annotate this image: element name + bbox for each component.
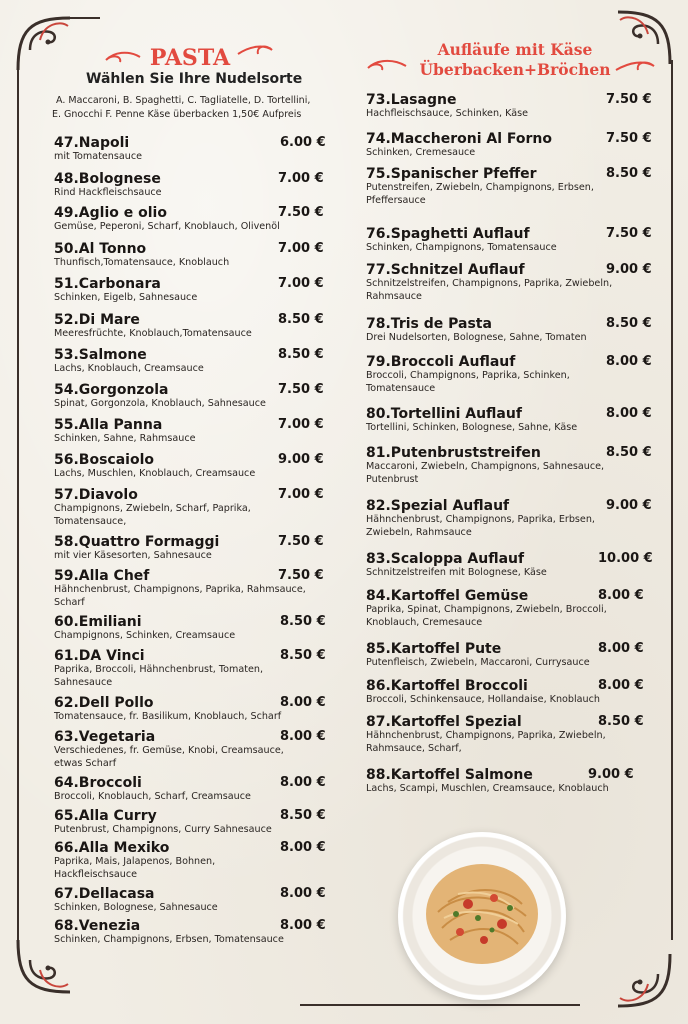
menu-item [54, 347, 324, 376]
menu-item-description: Schinken, Bolognese, Sahnesauce [54, 902, 218, 913]
menu-item-description: Hähnchenbrust, Champignons, Paprika, Erbsen, Zwiebeln, Rahmsauce [366, 514, 595, 538]
menu-item-description: Lachs, Knoblauch, Creamsauce [54, 363, 204, 374]
menu-item [366, 714, 644, 755]
menu-item [54, 648, 326, 689]
menu-item-name: 87.Kartoffel Spezial [366, 714, 522, 730]
menu-item-name: 63.Vegetaria [54, 729, 156, 745]
menu-item-price: 7.50 € [606, 226, 652, 241]
menu-item [366, 767, 646, 796]
menu-item-description: Tortellini, Schinken, Bolognese, Sahne, Käse [366, 422, 578, 433]
menu-item-description: Schinken, Eigelb, Sahnesauce [54, 292, 198, 303]
menu-item [54, 135, 324, 164]
menu-item [366, 678, 646, 707]
menu-item-name: 68.Venezia [54, 918, 141, 934]
menu-item-price: 8.50 € [280, 808, 326, 823]
menu-item-price: 7.00 € [278, 171, 324, 186]
menu-item-name: 76.Spaghetti Auflauf [366, 226, 530, 242]
menu-item-name: 53.Salmone [54, 347, 147, 363]
menu-item-name: 85.Kartoffel Pute [366, 641, 502, 657]
menu-item-description: Broccoli, Knoblauch, Scharf, Creamsauce [54, 791, 251, 802]
menu-item-description: Champignons, Schinken, Creamsauce [54, 630, 236, 641]
menu-item-description: Meeresfrüchte, Knoblauch,Tomatensauce [54, 328, 252, 339]
menu-item [54, 808, 324, 837]
menu-item-price: 8.00 € [606, 354, 652, 369]
menu-item-name: 82.Spezial Auflauf [366, 498, 510, 514]
menu-item-name: 54.Gorgonzola [54, 382, 169, 398]
menu-item-price: 7.50 € [278, 382, 324, 397]
menu-item-name: 61.DA Vinci [54, 648, 145, 664]
menu-item [366, 551, 653, 580]
menu-item-price: 9.00 € [606, 498, 652, 513]
auflaeufe-title-flourish-right-icon [614, 56, 658, 78]
menu-item-price: 7.50 € [278, 205, 324, 220]
spaghetti-icon [398, 832, 566, 1000]
menu-item-price: 8.00 € [280, 729, 326, 744]
menu-item-description: Hähnchenbrust, Champignons, Paprika, Zwiebeln, Rahmsauce, Scharf, [366, 730, 606, 754]
menu-item [54, 382, 324, 411]
menu-item [54, 775, 324, 804]
menu-item-name: 73.Lasagne [366, 92, 457, 108]
menu-item-name: 86.Kartoffel Broccoli [366, 678, 528, 694]
menu-item-name: 50.Al Tonno [54, 241, 147, 257]
menu-item-description: Hähnchenbrust, Champignons, Paprika, Rahmsauce, Scharf [54, 584, 306, 608]
menu-item-name: 52.Di Mare [54, 312, 140, 328]
menu-item-description: Putenbrust, Champignons, Curry Sahnesauce [54, 824, 272, 835]
menu-item [54, 886, 324, 915]
menu-item-name: 62.Dell Pollo [54, 695, 154, 711]
auflaeufe-title-line2: Überbacken+Bröchen [419, 60, 611, 79]
menu-item-description: Lachs, Muschlen, Knoblauch, Creamsauce [54, 468, 256, 479]
auflaeufe-title-line1: Aufläufe mit Käse [437, 40, 593, 59]
menu-item-price: 8.00 € [598, 678, 644, 693]
menu-item-price: 8.00 € [280, 775, 326, 790]
menu-item-description: Spinat, Gorgonzola, Knoblauch, Sahnesauce [54, 398, 266, 409]
menu-item-price: 8.00 € [606, 406, 652, 421]
menu-item-price: 7.50 € [606, 131, 652, 146]
menu-item [54, 695, 324, 724]
menu-item-name: 64.Broccoli [54, 775, 142, 791]
menu-item-name: 48.Bolognese [54, 171, 161, 187]
menu-item-name: 88.Kartoffel Salmone [366, 767, 533, 783]
menu-item-price: 8.50 € [280, 614, 326, 629]
menu-item-price: 9.00 € [588, 767, 634, 782]
menu-item-name: 51.Carbonara [54, 276, 161, 292]
menu-item-description: Lachs, Scampi, Muschlen, Creamsauce, Knoblauch [366, 783, 609, 794]
menu-item-name: 57.Diavolo [54, 487, 138, 503]
menu-item-description: Schinken, Cremesauce [366, 147, 476, 158]
menu-item-price: 10.00 € [598, 551, 653, 566]
menu-item-price: 7.00 € [278, 487, 324, 502]
menu-item-description: mit vier Käsesorten, Sahnesauce [54, 550, 212, 561]
menu-item-description: Schnitzelstreifen, Champignons, Paprika, Zwiebeln, Rahmsauce [366, 278, 613, 302]
menu-item [54, 918, 324, 947]
menu-item-name: 80.Tortellini Auflauf [366, 406, 522, 422]
menu-item [366, 406, 652, 435]
menu-item-name: 74.Maccheroni Al Forno [366, 131, 553, 147]
menu-item-price: 8.50 € [606, 445, 652, 460]
menu-item [366, 262, 652, 303]
menu-item-name: 84.Kartoffel Gemüse [366, 588, 529, 604]
menu-item-price: 8.50 € [598, 714, 644, 729]
menu-item-description: Hachfleischsauce, Schinken, Käse [366, 108, 529, 119]
menu-item-name: 58.Quattro Formaggi [54, 534, 220, 550]
menu-item-description: Verschiedenes, fr. Gemüse, Knobi, Creamsauce, etwas Scharf [54, 745, 284, 769]
menu-item-description: Maccaroni, Zwiebeln, Champignons, Sahnesauce, Putenbrust [366, 461, 605, 485]
menu-item-description: Broccoli, Schinkensauce, Hollandaise, Knoblauch [366, 694, 600, 705]
menu-item [54, 840, 326, 881]
menu-item-name: 77.Schnitzel Auflauf [366, 262, 525, 278]
menu-item-name: 49.Aglio e olio [54, 205, 167, 221]
menu-item-description: Schinken, Champignons, Tomatensauce [366, 242, 557, 253]
pasta-note-line1: A. Maccaroni, B. Spaghetti, C. Tagliatelle, D. Tortellini, [56, 95, 311, 106]
pasta-title: PASTA [149, 45, 231, 71]
menu-item-price: 7.00 € [278, 276, 324, 291]
menu-item [54, 417, 324, 446]
menu-item [366, 226, 652, 255]
menu-item-price: 8.50 € [278, 347, 324, 362]
menu-item-description: Putenstreifen, Zwiebeln, Champignons, Erbsen, Pfeffersauce [366, 182, 594, 206]
menu-item-price: 8.00 € [280, 918, 326, 933]
menu-item-name: 56.Boscaiolo [54, 452, 155, 468]
menu-item-name: 59.Alla Chef [54, 568, 150, 584]
top-left-flourish-icon [10, 10, 80, 80]
menu-item-name: 67.Dellacasa [54, 886, 155, 902]
menu-item-description: Schinken, Champignons, Erbsen, Tomatensauce [54, 934, 284, 945]
menu-item-name: 83.Scaloppa Auflauf [366, 551, 525, 567]
menu-item-price: 8.00 € [598, 641, 644, 656]
menu-item [366, 588, 644, 629]
menu-item-name: 75.Spanischer Pfeffer [366, 166, 537, 182]
bottom-border-line [300, 1004, 580, 1006]
menu-item-description: Broccoli, Champignons, Paprika, Schinken, Tomatensauce [366, 370, 570, 394]
menu-item-description: Drei Nudelsorten, Bolognese, Sahne, Tomaten [366, 332, 587, 343]
menu-item-price: 8.50 € [280, 648, 326, 663]
menu-item [366, 445, 652, 486]
menu-item [54, 487, 324, 528]
menu-item-price: 7.00 € [278, 417, 324, 432]
menu-item-price: 8.50 € [606, 166, 652, 181]
menu-item [54, 452, 324, 481]
menu-item-description: Paprika, Spinat, Champignons, Zwiebeln, Broccoli, Knoblauch, Cremesauce [366, 604, 607, 628]
menu-item [54, 568, 324, 609]
menu-item [366, 641, 646, 670]
menu-item [54, 241, 324, 270]
menu-item-description: Putenfleisch, Zwiebeln, Maccaroni, Currysauce [366, 657, 590, 668]
menu-item [366, 316, 652, 345]
menu-item-description: Paprika, Mais, Jalapenos, Bohnen, Hackfleischsauce [54, 856, 216, 880]
menu-item-description: Tomatensauce, fr. Basilikum, Knoblauch, Scharf [54, 711, 282, 722]
menu-item-description: Schinken, Sahne, Rahmsauce [54, 433, 196, 444]
menu-item-description: Rind Hackfleischsauce [54, 187, 162, 198]
menu-item [54, 312, 324, 341]
right-border-line [671, 60, 673, 940]
menu-item-price: 9.00 € [278, 452, 324, 467]
menu-item-price: 8.00 € [598, 588, 644, 603]
left-border-line [17, 60, 19, 940]
menu-item [54, 534, 324, 563]
bottom-right-flourish-icon [608, 944, 678, 1014]
menu-item [366, 166, 652, 207]
menu-item-price: 7.50 € [606, 92, 652, 107]
spaghetti-plate-image [398, 832, 566, 1000]
menu-item-name: 79.Broccoli Auflauf [366, 354, 516, 370]
menu-item [54, 171, 324, 200]
menu-item-price: 7.50 € [278, 568, 324, 583]
menu-item-name: 81.Putenbruststreifen [366, 445, 541, 461]
menu-item-name: 66.Alla Mexiko [54, 840, 170, 856]
menu-item-name: 47.Napoli [54, 135, 130, 151]
menu-item [54, 205, 324, 234]
menu-item-description: Paprika, Broccoli, Hähnchenbrust, Tomaten, Sahnesauce [54, 664, 264, 688]
menu-item [366, 354, 652, 395]
menu-item-description: Gemüse, Peperoni, Scharf, Knoblauch, Olivenöl [54, 221, 280, 232]
menu-item-price: 8.00 € [280, 840, 326, 855]
menu-item-description: Schnitzelstreifen mit Bolognese, Käse [366, 567, 547, 578]
menu-item-price: 8.00 € [280, 695, 326, 710]
menu-item-price: 9.00 € [606, 262, 652, 277]
menu-item-name: 78.Tris de Pasta [366, 316, 492, 332]
menu-item [366, 92, 652, 121]
menu-item-price: 8.50 € [606, 316, 652, 331]
menu-item-description: Champignons, Zwiebeln, Scharf, Paprika, Tomatensauce, [54, 503, 251, 527]
menu-item-price: 8.00 € [280, 886, 326, 901]
menu-item-name: 55.Alla Panna [54, 417, 163, 433]
pasta-title-flourish-right-icon [236, 40, 276, 62]
menu-item [366, 498, 652, 539]
menu-item-description: mit Tomatensauce [54, 151, 143, 162]
menu-item-price: 7.00 € [278, 241, 324, 256]
menu-item-price: 6.00 € [280, 135, 326, 150]
menu-item [54, 276, 324, 305]
menu-item-price: 7.50 € [278, 534, 324, 549]
menu-item [54, 729, 326, 770]
pasta-subtitle: Wählen Sie Ihre Nudelsorte [86, 71, 303, 87]
menu-item-price: 8.50 € [278, 312, 324, 327]
menu-item-name: 60.Emiliani [54, 614, 142, 630]
menu-item [366, 131, 652, 160]
menu-item [54, 614, 324, 643]
pasta-note-line2: E. Gnocchi F. Penne Käse überbacken 1,50€ Aufpreis [52, 109, 302, 120]
menu-item-name: 65.Alla Curry [54, 808, 157, 824]
menu-item-description: Thunfisch,Tomatensauce, Knoblauch [54, 257, 230, 268]
